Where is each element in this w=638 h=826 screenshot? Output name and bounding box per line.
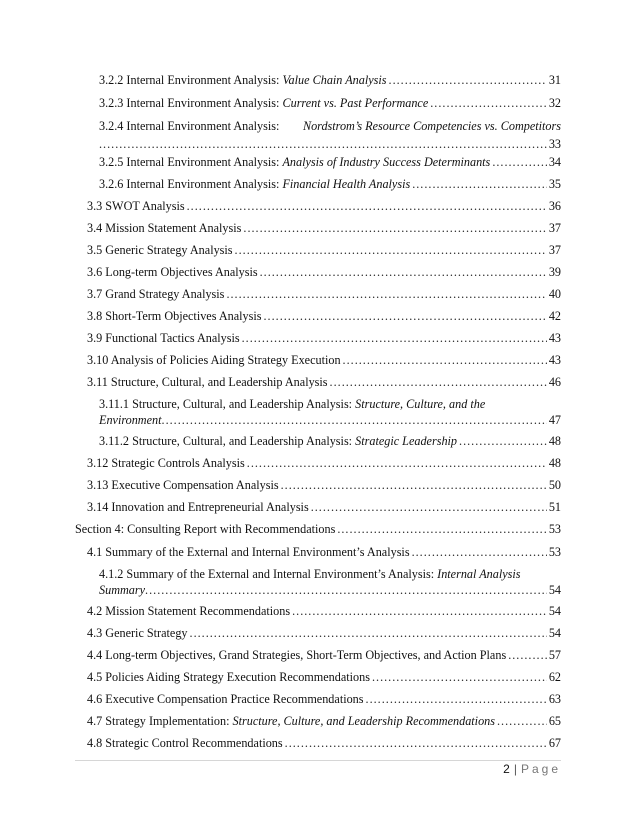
leader-dots [260,265,547,280]
toc-entry[interactable]: 3.14 Innovation and Entrepreneurial Analysis ..... 51 [87,500,561,515]
leader-dots [508,648,547,663]
toc-entry[interactable]: 3.7 Grand Strategy Analysis ..... 40 [87,287,561,302]
page-number: 46 [548,375,561,389]
toc-entry[interactable]: 3.11.1 Structure, Cultural, and Leadership Analysis: Structure, Culture, and the Environment ..... 47 [99,397,561,428]
page-number: 34 [548,155,561,169]
toc-entry[interactable]: 3.2.3 Internal Environment Analysis: Current vs. Past Performance ..... 32 [99,96,561,111]
toc-entry[interactable]: 4.7 Strategy Implementation: Structure, Culture, and Leadership Recommendations ..... 65 [87,714,561,729]
leader-dots [337,522,546,537]
page-number: 53 [548,545,561,559]
page-number: 43 [548,331,561,345]
page-number: 32 [548,96,561,110]
toc-entry[interactable]: 3.12 Strategic Controls Analysis ..... 48 [87,456,561,471]
leader-dots [430,96,547,111]
toc-entry[interactable]: 3.3 SWOT Analysis ..... 36 [87,199,561,214]
page-number: 51 [548,500,561,514]
toc-entry[interactable]: 3.8 Short-Term Objectives Analysis ..... 42 [87,309,561,324]
toc-entry[interactable]: 4.1.2 Summary of the External and Internal Environment’s Analysis: Internal Analysis Summary ..... 54 [99,567,561,598]
page-number: 37 [548,221,561,235]
leader-dots [226,287,546,302]
toc-entry[interactable]: 3.2.2 Internal Environment Analysis: Value Chain Analysis ..... 31 [99,73,561,88]
page-number: 48 [548,456,561,470]
toc-entry[interactable]: 3.2.5 Internal Environment Analysis: Analysis of Industry Success Determinants ..... 34 [99,155,561,170]
page-number: 37 [548,243,561,257]
toc-entry[interactable]: 3.11 Structure, Cultural, and Leadership Analysis ..... 46 [87,375,561,390]
toc-entry[interactable]: Section 4: Consulting Report with Recommendations ..... 53 [75,522,561,537]
leader-dots [281,478,547,493]
page-number: 54 [548,626,561,640]
leader-dots [366,692,547,707]
page-number: 62 [548,670,561,684]
leader-dots [145,583,547,598]
toc-entry[interactable]: 4.8 Strategic Control Recommendations ..... 67 [87,736,561,751]
leader-dots [292,604,547,619]
footer-separator: | [513,762,518,776]
toc-entry[interactable]: 3.5 Generic Strategy Analysis ..... 37 [87,243,561,258]
footer-divider [75,760,561,761]
toc-entry[interactable]: 4.5 Policies Aiding Strategy Execution Recommendations ..... 62 [87,670,561,685]
page-number: 36 [548,199,561,213]
leader-dots [99,137,547,152]
page-number: 50 [548,478,561,492]
page-number: 65 [548,714,561,728]
toc-entry[interactable]: 4.3 Generic Strategy ..... 54 [87,626,561,641]
leader-dots [412,545,547,560]
leader-dots [372,670,547,685]
page-number: 47 [548,413,561,427]
page-number: 42 [548,309,561,323]
toc-entry[interactable]: 3.13 Executive Compensation Analysis ..... 50 [87,478,561,493]
page-number: 40 [548,287,561,301]
toc-entry[interactable]: 4.4 Long-term Objectives, Grand Strategies, Short-Term Objectives, and Action Plans ..... 57 [87,648,561,663]
toc-entry[interactable]: 3.2.6 Internal Environment Analysis: Financial Health Analysis ..... 35 [99,177,561,192]
toc-entry[interactable]: 4.6 Executive Compensation Practice Recommendations ..... 63 [87,692,561,707]
toc-entry[interactable]: 4.1 Summary of the External and Internal Environment’s Analysis ..... 53 [87,545,561,560]
leader-dots [235,243,547,258]
leader-dots [264,309,547,324]
leader-dots [459,434,547,449]
toc-entry[interactable]: 3.6 Long-term Objectives Analysis ..... 39 [87,265,561,280]
page-number: 54 [548,583,561,597]
leader-dots [343,353,547,368]
toc-entry[interactable]: 3.11.2 Structure, Cultural, and Leadership Analysis: Strategic Leadership ..... 48 [99,434,561,449]
footer-page-label: Page [520,762,561,776]
leader-dots [190,626,547,641]
page-number: 31 [548,73,561,87]
leader-dots [492,155,547,170]
leader-dots [497,714,547,729]
page-number: 67 [548,736,561,750]
page-number: 57 [548,648,561,662]
toc-entry[interactable]: 3.2.4 Internal Environment Analysis: Nordstrom’s Resource Competencies vs. Competitors ..... 33 [99,119,561,152]
leader-dots [162,413,547,428]
page-footer [503,762,561,776]
page-number: 53 [548,522,561,536]
page-number: 48 [548,434,561,448]
toc-entry[interactable]: 4.2 Mission Statement Recommendations ..... 54 [87,604,561,619]
toc-entry[interactable]: 3.9 Functional Tactics Analysis ..... 43 [87,331,561,346]
footer-page-number: 2 [503,762,511,776]
leader-dots [412,177,547,192]
page-number: 54 [548,604,561,618]
leader-dots [242,331,547,346]
page-number: 43 [548,353,561,367]
page-number: 33 [548,137,561,151]
leader-dots [247,456,547,471]
leader-dots [389,73,547,88]
leader-dots [187,199,547,214]
leader-dots [330,375,547,390]
leader-dots [311,500,547,515]
page-number: 63 [548,692,561,706]
page-number: 39 [548,265,561,279]
toc-entry[interactable]: 3.4 Mission Statement Analysis ..... 37 [87,221,561,236]
toc-entry[interactable]: 3.10 Analysis of Policies Aiding Strategy Execution ..... 43 [87,353,561,368]
leader-dots [243,221,546,236]
leader-dots [285,736,547,751]
page-number: 35 [548,177,561,191]
